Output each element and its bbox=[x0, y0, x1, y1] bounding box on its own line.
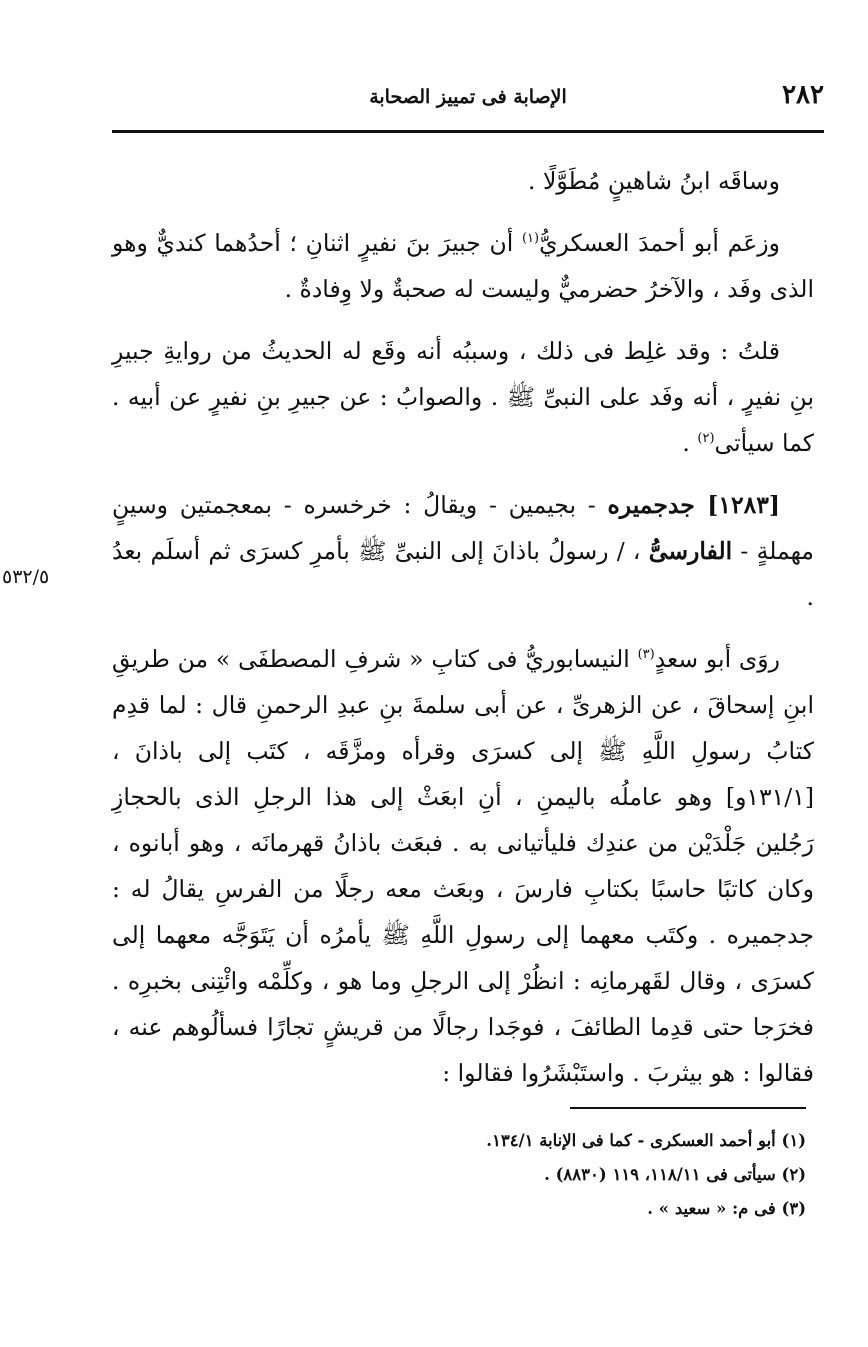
paragraph-3-text-start: قلتُ : وقد غلِط فى ذلك ، وسببُه أنه وقَع له الحديثُ من روايةِ جبيرِ بنِ نفيرٍ ، أنه وفَد على النبىِّ ﷺ . والصوابُ : عن جبيرِ بنِ نفيرٍ عن أبيه . كما سيأتى bbox=[112, 337, 814, 457]
footnote-2: (٢) سيأتى فى ١١٨/١١، ١١٩ (٨٨٣٠) . bbox=[544, 1165, 806, 1184]
footnote-1: (١) أبو أحمد العسكرى - كما فى الإنابة ١٣٤/١. bbox=[486, 1131, 806, 1150]
footnote-ref-2: (٢) bbox=[697, 431, 715, 447]
paragraph-3 bbox=[112, 328, 814, 466]
footnote-ref-3: (٣) bbox=[637, 647, 655, 663]
entry-number-heading: [١٢٨٣] جدجميره bbox=[607, 491, 780, 519]
paragraph-1-text: وساقَه ابنُ شاهينٍ مُطَوَّلًا . bbox=[528, 167, 780, 195]
paragraph-5 bbox=[112, 636, 814, 1096]
paragraph-2 bbox=[112, 220, 814, 312]
header-rule bbox=[112, 130, 824, 133]
page-number: ٢٨٢ bbox=[782, 80, 824, 110]
entry-description: ، / رسولُ باذانَ إلى النبىِّ ﷺ بأمرِ كسرَى ثم أسلَم بعدُ . bbox=[112, 537, 814, 611]
paragraph-5-text-end: النيسابوريُّ فى كتابِ « شرفِ المصطفَى » من طريقِ ابنِ إسحاقَ ، عن الزهرىِّ ، عن أبى سلمةَ بنِ عبدِ الرحمنِ قال : لما قدِم كتابُ رسولِ اللَّهِ ﷺ إلى كسرَى وقرأه ومزَّقَه ، كتَب إلى باذانَ ، [١٣١/١و] وهو عاملُه باليمنِ ، أنِ ابعَثْ إلى هذا الرجلِ الذى بالحجازِ رَجُلين جَلْدَيْن من عندِك فليأتيانى به . فبعَث باذانُ قهرمانَه ، وهو أبانوه ، وكان كاتبًا حاسبًا بكتابِ فارسَ ، وبعَث معه رجلًا من الفرسِ يقالُ له : جدجميره . وكتَب معهما إلى رسولِ اللَّهِ ﷺ يأمرُه أن يَتَوَجَّه معهما إلى كسرَى ، وقال لقَهرمانِه : انظُرْ إلى الرجلِ وما هو ، وكلِّمْه وائْتِنى بخبرِه . فخرَجا حتى قدِما الطائفَ ، فوجَدا رجالًا من قريشٍ تجارًا فسألُوهم عنه ، فقالوا : هو بيثربَ . واستَبْشَرُوا فقالوا : bbox=[112, 645, 814, 1087]
entry-nisba: الفارسىُّ bbox=[648, 537, 733, 565]
running-title: الإصابة فى تمييز الصحابة bbox=[369, 86, 567, 108]
paragraph-5-text-start: روَى أبو سعدٍ bbox=[654, 645, 781, 673]
paragraph-1 bbox=[112, 158, 814, 204]
footnote-separator bbox=[570, 1107, 806, 1109]
footnotes bbox=[112, 1124, 806, 1226]
page-header bbox=[112, 78, 824, 118]
entry-name-variants: - بجيمين - ويقالُ : خرخسره - بمعجمتين وسينٍ مهملةٍ - bbox=[112, 491, 814, 565]
footnote-3: (٣) فى م: « سعيد » . bbox=[647, 1199, 806, 1218]
paragraph-2-text-start: وزعَم أبو أحمدَ العسكريُّ bbox=[539, 229, 780, 257]
main-text bbox=[112, 158, 814, 1112]
entry-paragraph bbox=[112, 482, 814, 620]
paragraph-3-text-end: . bbox=[682, 429, 698, 457]
footnote-ref-1: (١) bbox=[521, 231, 540, 247]
margin-volume-page-note: ٥٣٢/٥ bbox=[2, 566, 50, 588]
paragraph-2-text-end: أن جبيرَ بنَ نفيرٍ اثنانِ ؛ أحدُهما كنديٌّ وهو الذى وفَد ، والآخرُ حضرميٌّ وليست له صحبةٌ ولا وِفادةٌ . bbox=[112, 229, 814, 303]
